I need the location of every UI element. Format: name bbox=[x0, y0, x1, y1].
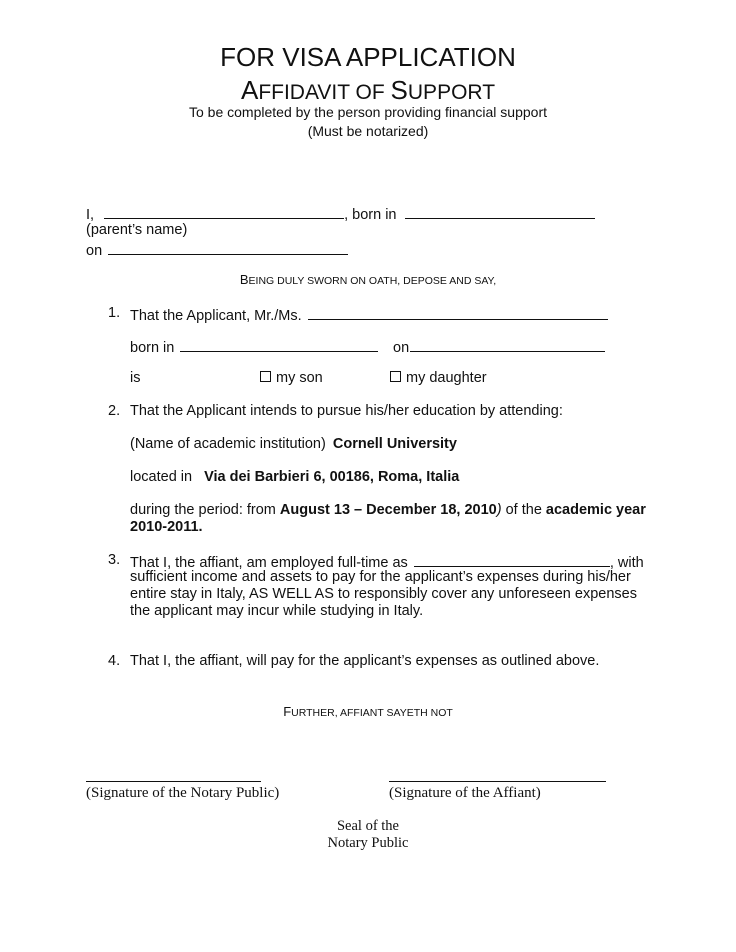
intro-line-3 bbox=[86, 240, 348, 259]
instruction-text: To be completed by the person providing financial support bbox=[189, 104, 547, 120]
period-label: during the period: from bbox=[130, 502, 276, 518]
notary-signature-line[interactable] bbox=[86, 781, 261, 782]
with-label: , with bbox=[609, 555, 644, 571]
my-son-label: my son bbox=[276, 370, 323, 386]
item-1-on-line bbox=[393, 337, 605, 356]
intro-line-1 bbox=[86, 204, 595, 223]
item-2-text: That the Applicant intends to pursue his/her education by attending: bbox=[130, 403, 563, 419]
my-daughter-checkbox[interactable] bbox=[390, 371, 401, 382]
applicant-born-in-label: born in bbox=[130, 340, 175, 356]
seal-line-2: Notary Public bbox=[327, 835, 409, 851]
location-line bbox=[130, 469, 459, 485]
my-daughter-option[interactable] bbox=[390, 370, 487, 386]
oath-cap: B bbox=[239, 272, 249, 287]
document-subtitle-affidavit bbox=[0, 75, 736, 106]
item-3-line-3: entire stay in Italy, AS WELL AS to responsibly cover any unforeseen expenses bbox=[130, 586, 637, 602]
parent-birthplace-field[interactable] bbox=[405, 204, 595, 219]
applicant-label: That the Applicant, Mr./Ms. bbox=[130, 308, 302, 324]
closing-statement bbox=[0, 703, 736, 721]
location-value: Via dei Barbieri 6, 00186, Roma, Italia bbox=[204, 469, 460, 485]
item-1-born-line bbox=[130, 337, 378, 356]
oath-rest: EING DULY SWORN ON OATH, DEPOSE AND SAY, bbox=[248, 275, 497, 287]
title-cap-a: A bbox=[240, 75, 259, 105]
affiant-signature-line[interactable] bbox=[389, 781, 606, 782]
item-1-number: 1. bbox=[108, 305, 121, 321]
title-rest-b: UPPORT bbox=[407, 81, 496, 104]
item-1-line bbox=[130, 305, 608, 324]
oath-statement bbox=[0, 271, 736, 289]
located-label: located in bbox=[130, 469, 193, 485]
period-dates: August 13 – December 18, 2010 bbox=[279, 502, 497, 518]
closing-cap: F bbox=[283, 704, 292, 719]
occupation-field[interactable] bbox=[414, 552, 610, 567]
institution-value: Cornell University bbox=[332, 436, 457, 452]
notary-signature-label: (Signature of the Notary Public) bbox=[86, 785, 280, 801]
title-cap-b: S bbox=[390, 75, 408, 105]
period-line bbox=[130, 502, 646, 518]
item-4-text: That I, the affiant, will pay for the applicant’s expenses as outlined above. bbox=[130, 653, 600, 669]
my-daughter-label: my daughter bbox=[406, 370, 487, 386]
applicant-name-field[interactable] bbox=[308, 305, 608, 320]
item-3-number: 3. bbox=[108, 552, 121, 568]
item-1-is-label: is bbox=[130, 370, 141, 386]
my-son-option[interactable] bbox=[260, 370, 323, 386]
item-3-line-4: the applicant may incur while studying in Italy. bbox=[130, 603, 424, 619]
of-the-label: of the bbox=[505, 502, 542, 518]
my-son-checkbox[interactable] bbox=[260, 371, 271, 382]
affiant-signature-label: (Signature of the Affiant) bbox=[389, 785, 541, 801]
applicant-birthdate-field[interactable] bbox=[410, 337, 605, 352]
period-paren: ) bbox=[496, 502, 502, 518]
born-in-label: , born in bbox=[344, 207, 397, 223]
parents-name-label: (parent’s name) bbox=[86, 222, 188, 238]
item-3-line-2: sufficient income and assets to pay for the applicant’s expenses during his/her bbox=[130, 569, 631, 585]
parent-name-field[interactable] bbox=[104, 204, 344, 219]
document-title: FOR VISA APPLICATION bbox=[220, 42, 516, 72]
item-4-number: 4. bbox=[108, 653, 121, 669]
i-label: I, bbox=[86, 207, 95, 223]
applicant-birthplace-field[interactable] bbox=[180, 337, 378, 352]
academic-year-value bbox=[130, 519, 203, 535]
academic-year: 2010-2011. bbox=[130, 519, 203, 535]
on-label: on bbox=[86, 243, 103, 259]
seal-line-1: Seal of the bbox=[336, 818, 399, 834]
institution-line bbox=[130, 436, 457, 452]
notarized-note: (Must be notarized) bbox=[307, 123, 429, 139]
closing-rest: URTHER, AFFIANT SAYETH NOT bbox=[291, 707, 453, 719]
employed-label: That I, the affiant, am employed full-time as bbox=[130, 555, 408, 571]
academic-year-label: academic year bbox=[545, 502, 646, 518]
item-2-number: 2. bbox=[108, 403, 121, 419]
institution-label: (Name of academic institution) bbox=[130, 436, 326, 452]
title-rest-a: FFIDAVIT OF bbox=[258, 81, 391, 104]
parent-birthdate-field[interactable] bbox=[108, 240, 348, 255]
applicant-on-label: on bbox=[393, 340, 410, 356]
